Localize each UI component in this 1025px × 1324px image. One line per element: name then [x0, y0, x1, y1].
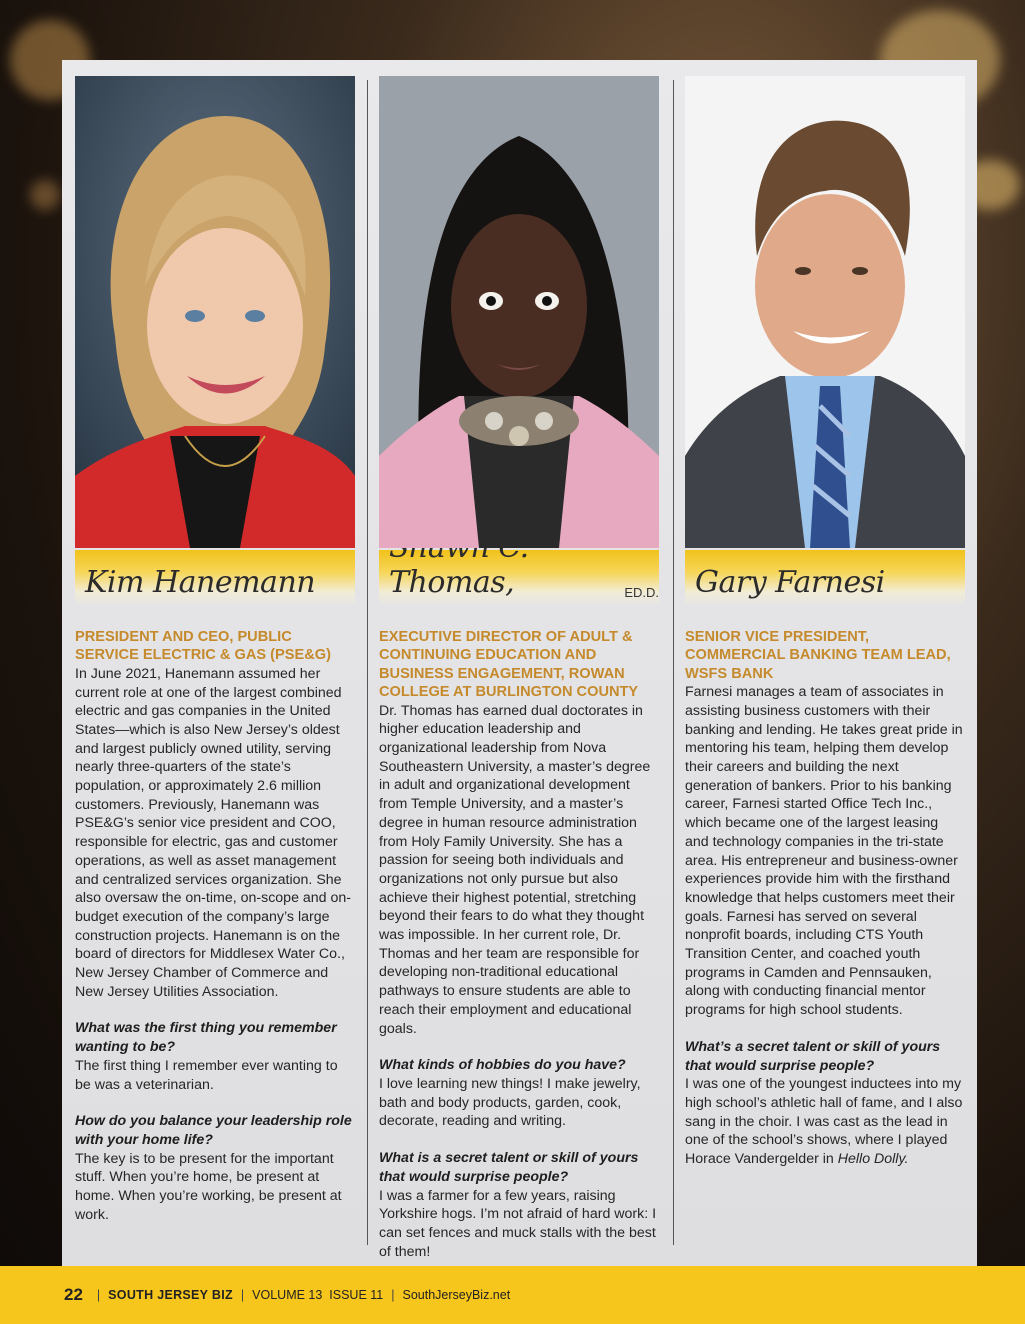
- portrait-photo: [75, 76, 355, 548]
- page-footer: [0, 1266, 1025, 1324]
- person-name: Thomas,: [389, 565, 515, 600]
- interview-question: How do you balance your leadership role with your home life?: [75, 1113, 352, 1148]
- interview-answer: [685, 1075, 965, 1169]
- job-title: EXECUTIVE DIRECTOR OF ADULT & CONTINUING EDUCATION AND BUSINESS ENGAGEMENT, ROWAN COLLEGE AT BURLINGTON COUNTY: [379, 629, 639, 701]
- biography: Dr. Thomas has earned dual doctorates in higher education leadership and organizational leadership from Nova Southeastern University, a master’s degree in adult and organizational development from Temple University, and a master’s degree in human resource administration from Holy Family University. She has a passion for seeing both individuals and organizations not only pursue but also achieve their highest potential, stretching beyond their fears to do what they thought was impossible. In her current role, Dr. Thomas and her team are responsible for developing non-traditional educational pathways to ensure students are able to reach their employment and educational goals.: [379, 702, 651, 1037]
- bokeh-light: [30, 180, 60, 210]
- profile-column: [379, 76, 659, 1261]
- person-name: Gary Farnesi: [695, 565, 885, 600]
- name-banner: [685, 550, 965, 606]
- name-banner: [75, 550, 355, 606]
- footer-separator: |: [240, 1288, 245, 1302]
- interview-question: What was the first thing you remember wanting to be?: [75, 1020, 337, 1056]
- column-divider: [673, 80, 674, 1245]
- website-link[interactable]: SouthJerseyBiz.net: [402, 1288, 511, 1302]
- footer-separator: |: [96, 1288, 101, 1302]
- biography: In June 2021, Hanemann assumed her current role at one of the largest combined electric and gas companies in the United States—which is also New Jersey’s oldest and largest publicly owned utility, serving nearly three-quarters of the state’s population, or approximately 2.6 million customers. Previously, Hanemann was PSE&G’s senior vice president and COO, responsible for electric, gas and customer operations, as well as asset management and centralized services organization. She also oversaw the on-time, on-scope and on-budget execution of the company’s large construction projects. Hanemann is on the board of directors for Middlesex Water Co., New Jersey Chamber of Commerce and New Jersey Utilities Association.: [75, 665, 352, 1000]
- portrait-photo: [379, 76, 659, 548]
- page-number: 22: [64, 1285, 83, 1304]
- portrait-photo: [685, 76, 965, 548]
- issue-info: VOLUME 13 ISSUE 11: [252, 1288, 384, 1302]
- profile-column: [75, 76, 355, 1225]
- answer-title-italic: Hello Dolly.: [837, 1151, 909, 1168]
- footer-separator: |: [391, 1288, 395, 1302]
- interview-answer: I love learning new things! I make jewelry, bath and body products, garden, cook, decorate, reading and writing.: [379, 1075, 641, 1130]
- column-divider: [367, 80, 368, 1245]
- magazine-name: SOUTH JERSEY BIZ: [108, 1288, 233, 1302]
- interview-answer: The key is to be present for the important stuff. When you’re home, be present at home. When you’re working, be present at work.: [75, 1150, 342, 1223]
- person-name: Kim Hanemann: [85, 565, 316, 600]
- name-suffix: ED.D.: [624, 585, 659, 600]
- interview-question: What is a secret talent or skill of yours that would surprise people?: [379, 1150, 639, 1185]
- name-banner: [379, 550, 659, 606]
- interview-question: What kinds of hobbies do you have?: [379, 1057, 626, 1074]
- interview-question: What’s a secret talent or skill of yours that would surprise people?: [685, 1038, 941, 1074]
- profile-column: [685, 76, 965, 1169]
- interview-answer: The first thing I remember ever wanting to be was a veterinarian.: [75, 1057, 338, 1093]
- biography: Farnesi manages a team of associates in assisting business customers with their banking and lending. He takes great pride in mentoring his team, helping them develop their careers and building the next generation of bankers. Prior to his banking career, Farnesi started Office Tech Inc., which became one of the largest leasing and technology companies in the tri-state area. His entrepreneur and business-owner experiences provide him with the firsthand knowledge that helps customers meet their goals. Farnesi has served on several nonprofit boards, including CTS Youth Transition Center, and coached youth programs in Camden and Pennsauken, along with conducting financial mentor programs for high school students.: [685, 684, 963, 1019]
- job-title: PRESIDENT AND CEO, PUBLIC SERVICE ELECTRIC & GAS (PSE&G): [75, 629, 331, 664]
- interview-answer: I was a farmer for a few years, raising Yorkshire hogs. I’m not afraid of hard work: I can set fences and muck stalls with the best of them!: [379, 1187, 657, 1260]
- answer-text: I was one of the youngest inductees into my high school’s athletic hall of fame, and I also sang in the choir. I was cast as the lead in one of the school’s shows, where I played Horace Vandergelder in: [685, 1076, 963, 1168]
- job-title: SENIOR VICE PRESIDENT, COMMERCIAL BANKING TEAM LEAD, WSFS BANK: [685, 629, 951, 682]
